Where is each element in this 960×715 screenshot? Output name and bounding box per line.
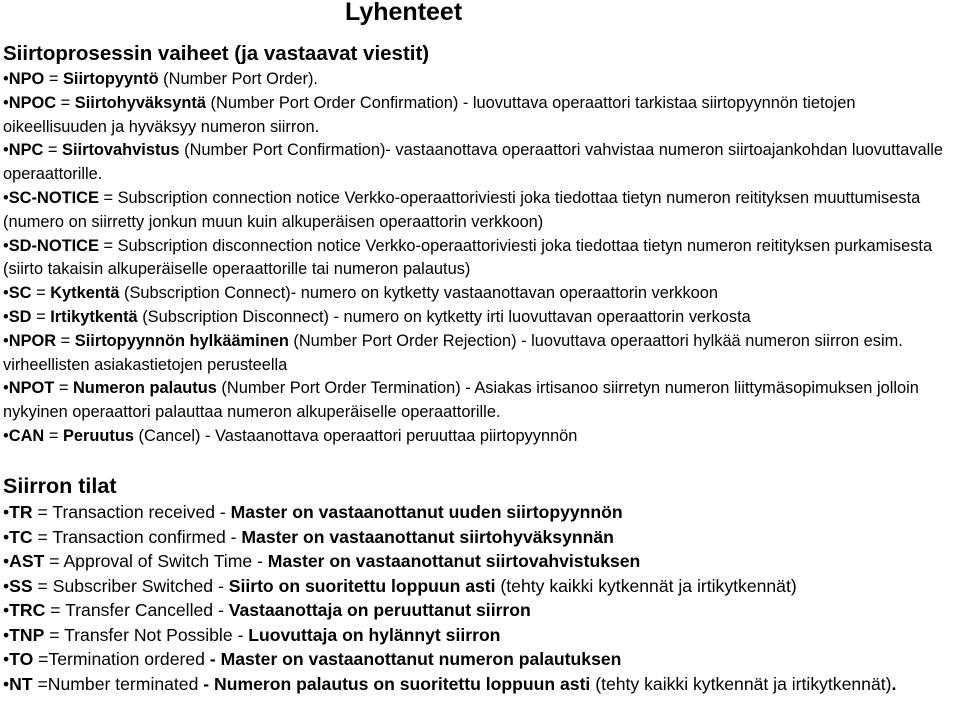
term-name: Siirtopyyntö (62, 70, 159, 88)
separator: = (44, 70, 63, 88)
list-item (3, 598, 958, 623)
state-name: =Number terminated (32, 673, 204, 694)
section-heading: Siirtoprosessin vaiheet (ja vastaavat viestit) (3, 42, 430, 65)
abbreviation-term: NPOT (8, 379, 55, 398)
state-description: Master on vastaanottanut uuden siirtopyynnön (230, 502, 623, 522)
term-name: Numeron palautus (72, 379, 217, 398)
list-item (3, 425, 958, 449)
abbreviation-term: SD (8, 307, 32, 326)
bullet: • (3, 188, 9, 207)
state-description: Master on vastaanottanut siirtovahvistuksen (267, 551, 641, 571)
abbreviation-term: SC (8, 284, 32, 303)
term-description: (Subscription Disconnect) - numero on kytketty irti luovuttavan operaattorin verkosta (137, 307, 751, 326)
state-code: TNP (9, 624, 45, 645)
state-name: = Approval of Switch Time - (44, 551, 268, 571)
bullet: • (3, 284, 9, 303)
bullet: • (3, 502, 10, 522)
abbreviation-term: NPO (8, 70, 45, 88)
abbreviation-list (3, 68, 958, 449)
bullet: • (3, 526, 10, 547)
separator: = (31, 307, 51, 326)
term-description: (Number Port Order Rejection) - luovuttava operaattori hylkää numeron siirron esim. virheellisten asiakastietojen perusteella (3, 331, 903, 374)
section-transfer-phases (3, 40, 958, 449)
bullet: • (3, 551, 10, 571)
state-name: = Transfer Cancelled - (45, 600, 229, 620)
list-item (3, 549, 958, 574)
list-item (3, 92, 958, 140)
term-description: Subscription disconnection notice Verkko-operaattoriviesti joka tiedottaa tietyn numeron reitityksen purkamisesta (siirto takaisin alkuperäiselle operaattorille tai numeron palautus) (3, 236, 933, 279)
bullet: • (3, 575, 10, 596)
state-description: Luovuttaja on hylännyt siirron (248, 624, 501, 645)
end-mark: . (891, 673, 897, 694)
separator: = (98, 188, 118, 207)
state-code: AST (9, 551, 45, 571)
state-code: SS (9, 575, 33, 596)
term-description: (Subscription Connect)- numero on kytketty vastaanottavan operaattorin verkkoon (119, 284, 719, 303)
state-code: TR (9, 502, 33, 522)
abbreviation-term: NPOC (8, 93, 57, 112)
list-item (3, 187, 958, 235)
list-item (3, 282, 958, 306)
bullet: • (3, 426, 9, 445)
bullet: • (3, 649, 10, 669)
list-item (3, 574, 958, 599)
bullet: • (3, 600, 10, 620)
state-code: TC (9, 526, 33, 547)
separator: = (43, 141, 63, 160)
bullet: • (3, 673, 10, 694)
list-item (3, 525, 958, 550)
abbreviation-term: NPOR (8, 331, 57, 350)
state-code: NT (9, 673, 33, 694)
page-title: Lyhenteet (345, 0, 463, 26)
abbreviation-term: SD-NOTICE (8, 236, 99, 255)
bullet: • (3, 141, 9, 160)
bullet: • (3, 624, 10, 645)
state-note: (tehty kaikki kytkennät ja irtikytkennät) (495, 575, 797, 596)
term-name: Peruutus (62, 426, 134, 445)
state-description: Master on vastaanottanut siirtohyväksynnän (241, 526, 614, 547)
state-name: =Termination ordered (33, 649, 210, 669)
section-heading: Siirron tilat (3, 474, 117, 498)
state-description: Vastaanottaja on peruuttanut siirron (228, 600, 531, 620)
term-description: (Number Port Order). (158, 70, 318, 88)
term-name: Siirtovahvistus (62, 141, 180, 160)
state-name: = Subscriber Switched - (32, 575, 229, 596)
bullet: • (3, 70, 9, 88)
state-description: - Numeron palautus on suoritettu loppuun asti (203, 673, 591, 694)
bullet: • (3, 307, 9, 326)
list-item (3, 647, 958, 672)
term-name: Irtikytkentä (50, 307, 138, 326)
state-name: = Transaction received - (32, 502, 231, 522)
list-item (3, 139, 958, 187)
bullet: • (3, 331, 9, 350)
term-name: Kytkentä (50, 284, 120, 303)
state-note: (tehty kaikki kytkennät ja irtikytkennät) (590, 673, 892, 694)
list-item (3, 235, 958, 283)
abbreviation-term: NPC (8, 141, 44, 160)
state-code: TRC (9, 600, 46, 620)
list-item (3, 306, 958, 330)
list-item (3, 377, 958, 425)
state-name: = Transaction confirmed - (32, 526, 242, 547)
list-item (3, 330, 958, 378)
bullet: • (3, 379, 9, 398)
state-description: Siirto on suoritettu loppuun asti (228, 575, 496, 596)
list-item (3, 623, 958, 648)
abbreviation-term: SC-NOTICE (8, 188, 99, 207)
state-list (3, 500, 958, 696)
list-item (3, 500, 958, 525)
section-transfer-states (3, 472, 958, 696)
separator: = (98, 236, 118, 255)
separator: = (31, 284, 51, 303)
term-description: (Number Port Order Confirmation) - luovuttava operaattori tarkistaa siirtopyynnön tietojen oikeellisuuden ja hyväksyy numeron siirron. (3, 93, 856, 136)
list-item (3, 68, 958, 92)
bullet: • (3, 93, 9, 112)
state-description: - Master on vastaanottanut numeron palautuksen (209, 649, 622, 669)
term-description: (Number Port Confirmation)- vastaanottava operaattori vahvistaa numeron siirtoajankohdan luovuttavalle operaattorille. (3, 141, 944, 184)
bullet: • (3, 236, 9, 255)
list-item (3, 672, 958, 697)
separator: = (54, 379, 73, 398)
term-name: Siirtohyväksyntä (74, 93, 206, 112)
term-description: (Cancel) - Vastaanottava operaattori peruuttaa piirtopyynnön (134, 426, 578, 445)
separator: = (44, 426, 63, 445)
term-name: Siirtopyynnön hylkääminen (74, 331, 289, 350)
state-code: TO (9, 649, 34, 669)
abbreviation-term: CAN (8, 426, 45, 445)
separator: = (56, 93, 75, 112)
separator: = (56, 331, 75, 350)
state-name: = Transfer Not Possible - (44, 624, 249, 645)
term-description: Subscription connection notice Verkko-operaattoriviesti joka tiedottaa tietyn numeron reitityksen muuttumisesta (numero on siirretty jonkun muun kuin alkuperäisen operaattorin verkkoon) (3, 188, 921, 231)
term-description: (Number Port Order Termination) - Asiakas irtisanoo siirretyn numeron liittymäsopimuksen jolloin nykyinen operaattori palauttaa numeron alkuperäiselle operaattorille. (3, 379, 919, 422)
